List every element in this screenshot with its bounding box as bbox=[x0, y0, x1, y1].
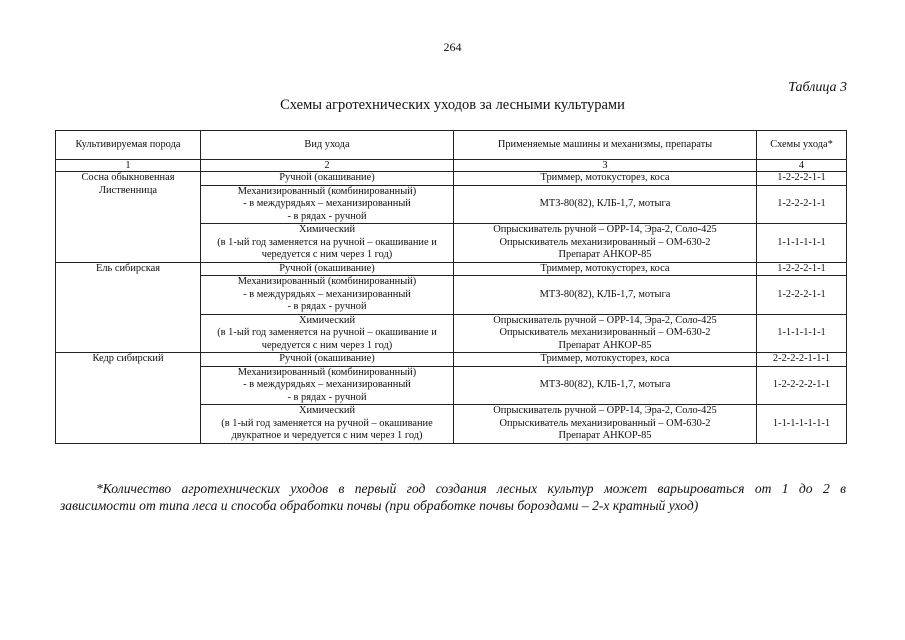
header-schemes: Схемы ухода* bbox=[757, 131, 847, 160]
machines-cell-line: Опрыскиватель ручной – ОРР-14, Эра-2, Соло-425 bbox=[493, 314, 717, 326]
scheme-cell: 1-2-2-2-2-1-1 bbox=[757, 366, 847, 405]
footnote-line: зависимости от типа леса и способа обработки почвы (при обработке почвы бороздами – 2-х кратный уход) bbox=[60, 498, 699, 513]
care-type-cell-line: Ручной (окашивание) bbox=[279, 262, 375, 274]
care-type-cell bbox=[201, 172, 454, 186]
care-type-cell-line: - в рядах - ручной bbox=[287, 210, 367, 222]
machines-cell bbox=[454, 353, 757, 367]
scheme-cell: 1-1-1-1-1-1 bbox=[757, 314, 847, 353]
care-type-cell bbox=[201, 405, 454, 444]
care-type-cell bbox=[201, 314, 454, 353]
document-title: Схемы агротехнических уходов за лесными культурами bbox=[280, 97, 625, 113]
care-type-cell-line: Ручной (окашивание) bbox=[279, 353, 375, 364]
care-type-cell-line: - в рядах - ручной bbox=[287, 391, 367, 403]
table-row bbox=[56, 353, 847, 367]
care-type-cell bbox=[201, 276, 454, 315]
column-number: 4 bbox=[757, 160, 847, 172]
care-type-cell-line: Ручной (окашивание) bbox=[279, 172, 375, 183]
machines-cell bbox=[454, 262, 757, 276]
species-cell bbox=[56, 172, 201, 263]
care-type-cell-line: (в 1-ый год заменяется на ручной – окашивание и bbox=[217, 236, 437, 248]
care-type-cell-line: Механизированный (комбинированный) bbox=[237, 366, 417, 378]
machines-cell-line: Триммер, мотокусторез, коса bbox=[540, 172, 670, 183]
care-type-cell-line: Механизированный (комбинированный) bbox=[237, 185, 417, 197]
machines-cell bbox=[454, 172, 757, 186]
care-type-cell bbox=[201, 353, 454, 367]
column-number: 3 bbox=[454, 160, 757, 172]
machines-cell-line: Опрыскиватель ручной – ОРР-14, Эра-2, Соло-425 bbox=[493, 405, 717, 416]
machines-cell-line: Опрыскиватель ручной – ОРР-14, Эра-2, Соло-425 bbox=[493, 224, 717, 235]
column-number: 2 bbox=[201, 160, 454, 172]
scheme-cell: 1-2-2-2-1-1 bbox=[757, 172, 847, 186]
header-care-type: Вид ухода bbox=[201, 131, 454, 160]
care-type-cell-line: Механизированный (комбинированный) bbox=[237, 276, 417, 287]
care-type-cell-line: чередуется с ним через 1 год) bbox=[261, 249, 393, 260]
care-type-cell-line: - в рядах - ручной bbox=[287, 301, 367, 312]
scheme-cell: 1-1-1-1-1-1 bbox=[757, 224, 847, 263]
scheme-cell: 1-2-2-2-1-1 bbox=[757, 185, 847, 224]
machines-cell-line: МТЗ-80(82), КЛБ-1,7, мотыга bbox=[539, 198, 671, 209]
scheme-cell: 1-2-2-2-1-1 bbox=[757, 262, 847, 276]
care-type-cell bbox=[201, 366, 454, 405]
machines-cell bbox=[454, 405, 757, 444]
machines-cell bbox=[454, 366, 757, 405]
machines-cell-line: МТЗ-80(82), КЛБ-1,7, мотыга bbox=[539, 379, 671, 390]
machines-cell bbox=[454, 224, 757, 263]
header-machines: Применяемые машины и механизмы, препараты bbox=[454, 131, 757, 160]
species-name: Ель сибирская bbox=[96, 262, 160, 274]
species-cell bbox=[56, 262, 201, 353]
column-number: 1 bbox=[56, 160, 201, 172]
page-number: 264 bbox=[443, 40, 462, 54]
machines-cell-line: Триммер, мотокусторез, коса bbox=[540, 262, 670, 274]
care-type-cell-line: - в междурядьях – механизированный bbox=[243, 198, 411, 209]
machines-cell bbox=[454, 276, 757, 315]
care-type-cell-line: - в междурядьях – механизированный bbox=[243, 379, 411, 390]
machines-cell-line: Препарат АНКОР-85 bbox=[558, 249, 652, 260]
table-row bbox=[56, 172, 847, 186]
care-type-cell-line: чередуется с ним через 1 год) bbox=[261, 339, 393, 351]
scheme-cell: 1-1-1-1-1-1-1 bbox=[757, 405, 847, 444]
table-row bbox=[56, 262, 847, 276]
care-type-cell bbox=[201, 224, 454, 263]
species-name: Сосна обыкновенная bbox=[81, 172, 175, 183]
machines-cell bbox=[454, 185, 757, 224]
care-type-cell-line: Химический bbox=[298, 224, 356, 235]
care-type-cell bbox=[201, 262, 454, 276]
machines-cell-line: Триммер, мотокусторез, коса bbox=[540, 353, 670, 364]
machines-cell-line: Опрыскиватель механизированный – ОМ-630-2 bbox=[499, 236, 711, 248]
table-header-row bbox=[56, 131, 847, 160]
header-species: Культивируемая порода bbox=[56, 131, 201, 160]
scheme-cell: 1-2-2-2-1-1 bbox=[757, 276, 847, 315]
column-numbers-row bbox=[56, 160, 847, 172]
care-type-cell bbox=[201, 185, 454, 224]
care-type-cell-line: Химический bbox=[298, 314, 356, 326]
footnote-line: *Количество агротехнических уходов в первый год создания лесных культур может варьироваться от 1 до 2 в bbox=[96, 481, 846, 496]
machines-cell-line: Опрыскиватель механизированный – ОМ-630-2 bbox=[499, 417, 711, 429]
species-name: Кедр сибирский bbox=[92, 353, 164, 364]
table-label: Таблица 3 bbox=[788, 80, 847, 95]
care-schemes-table bbox=[55, 130, 847, 444]
machines-cell-line: Препарат АНКОР-85 bbox=[558, 339, 652, 351]
care-type-cell-line: (в 1-ый год заменяется на ручной – окашивание и bbox=[217, 327, 437, 338]
species-name: Лиственница bbox=[98, 184, 158, 196]
care-type-cell-line: двукратное и чередуется с ним через 1 год) bbox=[231, 430, 423, 441]
care-type-cell-line: Химический bbox=[298, 405, 356, 416]
machines-cell-line: Опрыскиватель механизированный – ОМ-630-2 bbox=[499, 327, 711, 338]
machines-cell bbox=[454, 314, 757, 353]
species-cell bbox=[56, 353, 201, 444]
machines-cell-line: МТЗ-80(82), КЛБ-1,7, мотыга bbox=[539, 288, 671, 300]
care-type-cell-line: (в 1-ый год заменяется на ручной – окашивание bbox=[221, 417, 433, 429]
care-type-cell-line: - в междурядьях – механизированный bbox=[243, 288, 411, 300]
machines-cell-line: Препарат АНКОР-85 bbox=[558, 430, 652, 441]
footnote bbox=[60, 480, 846, 514]
scheme-cell: 2-2-2-2-1-1-1 bbox=[757, 353, 847, 367]
